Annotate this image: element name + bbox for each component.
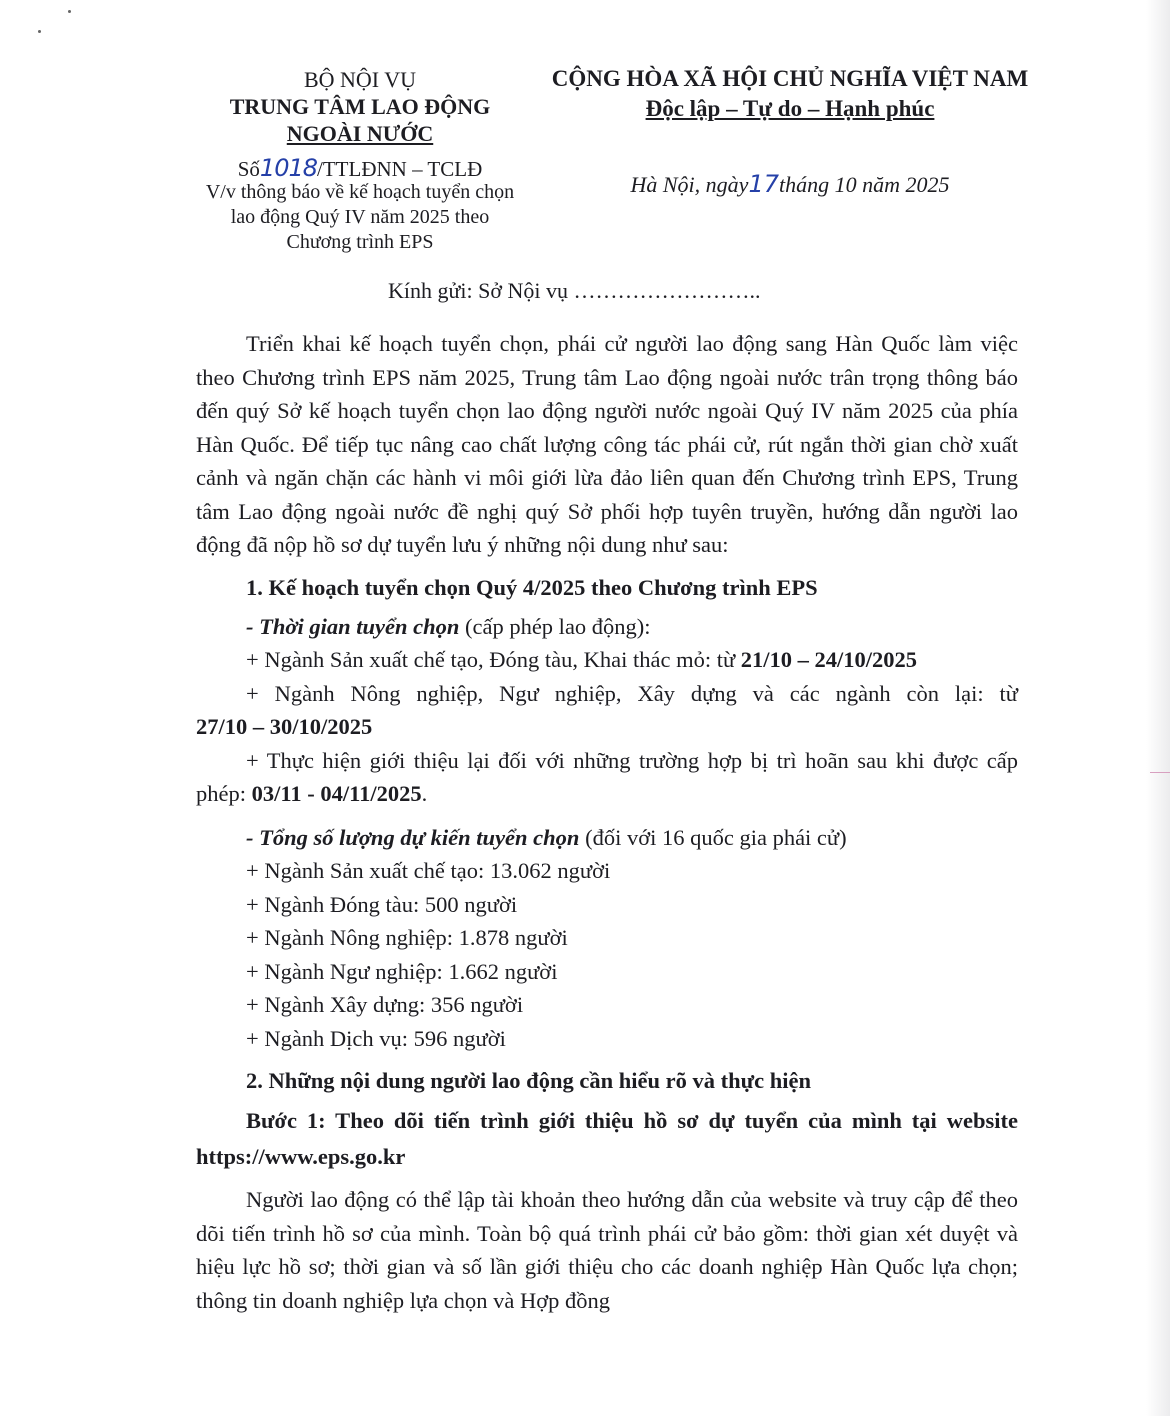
quota-item: + Ngành Đóng tàu: 500 người bbox=[246, 891, 518, 917]
total-heading bbox=[196, 821, 1018, 855]
schedule-end: . bbox=[421, 781, 428, 806]
document-body bbox=[196, 327, 1018, 1317]
step1-paragraph: Người lao động có thể lập tài khoản theo hướng dẫn của website và truy cập để theo dõi tiến trình hồ sơ của mình. Toàn bộ quá trình phái cử bảo gồm: thời gian xét duyệt và hiệu lực hồ sơ; thời gian và số lần giới thiệu cho các doanh nghiệp Hàn Quốc lựa chọn; thông tin doanh nghiệp lựa chọn và Hợp đồng bbox=[196, 1187, 1018, 1313]
subject-line: V/v thông báo về kế hoạch tuyển chọn bbox=[205, 181, 515, 203]
schedule-text: + Thực hiện giới thiệu lại đối với những trường hợp bị trì hoãn sau khi được cấp phép: bbox=[196, 747, 1018, 806]
schedule-text: + Ngành Sản xuất chế tạo, Đóng tàu, Khai thác mỏ: từ bbox=[246, 647, 741, 672]
document-date bbox=[560, 170, 1020, 198]
issuer-block bbox=[200, 66, 520, 147]
national-header bbox=[540, 64, 1040, 124]
country-name: CỘNG HÒA XÃ HỘI CHỦ NGHĨA VIỆT NAM bbox=[551, 66, 1029, 91]
so-prefix: Số bbox=[237, 157, 260, 181]
time-label: - Thời gian tuyển chọn bbox=[246, 613, 460, 639]
scan-crease bbox=[1150, 772, 1170, 773]
document-number bbox=[200, 154, 520, 183]
schedule-item bbox=[196, 643, 1018, 677]
schedule-item bbox=[196, 744, 1018, 811]
date-suffix: tháng 10 năm 2025 bbox=[779, 172, 950, 197]
scan-speck bbox=[38, 30, 41, 33]
scan-shadow bbox=[1146, 0, 1170, 1416]
scan-speck bbox=[68, 10, 71, 13]
section1-title: 1. Kế hoạch tuyển chọn Quý 4/2025 theo Chương trình EPS bbox=[246, 574, 818, 600]
intro-paragraph: Triển khai kế hoạch tuyển chọn, phái cử người lao động sang Hàn Quốc làm việc theo Chương trình EPS năm 2025, Trung tâm Lao động ngoài nước trân trọng thông báo đến quý Sở kế hoạch tuyển chọn lao động người nước ngoài Quý IV năm 2025 của phía Hàn Quốc. Để tiếp tục nâng cao chất lượng công tác phái cử, rút ngắn thời gian chờ xuất cảnh và ngăn chặn các hành vi môi giới lừa đảo liên quan đến Chương trình EPS, Trung tâm Lao động ngoài nước đề nghị quý Sở phối hợp tuyên truyền, hướng dẫn người lao động đã nộp hồ sơ dự tuyển lưu ý những nội dung như sau: bbox=[196, 331, 1018, 557]
handwritten-number: 1018 bbox=[259, 154, 317, 182]
total-label: - Tổng số lượng dự kiến tuyển chọn bbox=[246, 824, 580, 850]
recipient-line: Kính gửi: Sở Nội vụ …………………….. bbox=[388, 278, 761, 303]
handwritten-day: 17 bbox=[748, 170, 779, 198]
quota-item: + Ngành Xây dựng: 356 người bbox=[246, 992, 524, 1017]
subject-line: Chương trình EPS bbox=[286, 231, 434, 253]
subject-block bbox=[200, 180, 520, 255]
quota-item: + Ngành Sản xuất chế tạo: 13.062 người bbox=[246, 858, 611, 883]
schedule-date: 27/10 – 30/10/2025 bbox=[196, 714, 373, 739]
quota-item: + Ngành Nông nghiệp: 1.878 người bbox=[246, 925, 568, 950]
step1-heading: Bước 1: Theo dõi tiến trình giới thiệu hồ sơ dự tuyển của mình tại website https://www.eps.go.kr bbox=[196, 1108, 1018, 1169]
schedule-date: 03/11 - 04/11/2025 bbox=[251, 781, 422, 806]
time-heading bbox=[196, 610, 1018, 644]
total-note: (đối với 16 quốc gia phái cử) bbox=[579, 824, 847, 850]
center-name-line1: TRUNG TÂM LAO ĐỘNG bbox=[229, 94, 491, 119]
ministry-name: BỘ NỘI VỤ bbox=[303, 67, 417, 92]
so-suffix: /TTLĐNN – TCLĐ bbox=[317, 157, 483, 181]
national-motto: Độc lập – Tự do – Hạnh phúc bbox=[645, 96, 935, 121]
schedule-item: + Ngành Nông nghiệp, Ngư nghiệp, Xây dựng và các ngành còn lại: từ bbox=[246, 680, 1018, 706]
section2-title: 2. Những nội dung người lao động cần hiểu rõ và thực hiện bbox=[246, 1068, 811, 1093]
schedule-date: 21/10 – 24/10/2025 bbox=[740, 647, 918, 672]
center-name-line2: NGOÀI NƯỚC bbox=[286, 121, 434, 146]
quota-item: + Ngành Ngư nghiệp: 1.662 người bbox=[246, 958, 558, 984]
time-note: (cấp phép lao động): bbox=[459, 613, 651, 639]
subject-line: lao động Quý IV năm 2025 theo bbox=[230, 206, 490, 228]
date-prefix: Hà Nội, ngày bbox=[630, 172, 749, 197]
quota-item: + Ngành Dịch vụ: 596 người bbox=[246, 1025, 506, 1051]
